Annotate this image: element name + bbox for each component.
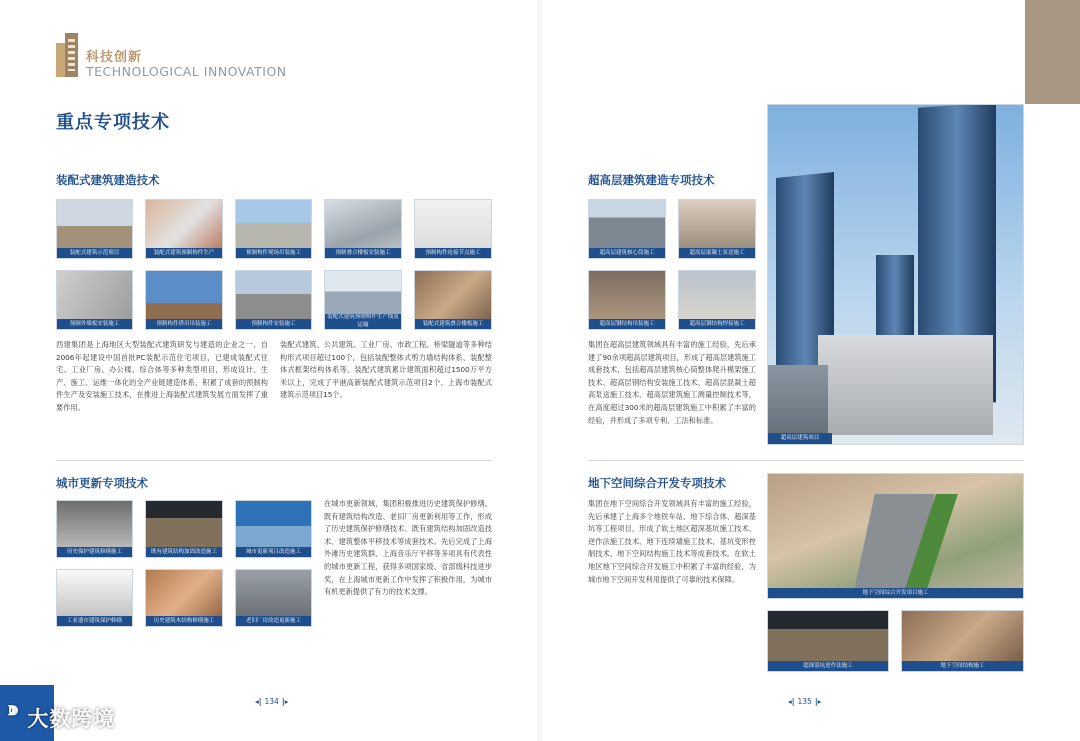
prefab-photo-7: 预制构件塔吊吊装施工 [145,270,223,330]
supertall-photo-2: 超高层混凝土泵送施工 [678,199,756,259]
urban-photo-1: 历史保护建筑修缮施工 [56,500,133,558]
prefab-paragraph-right: 装配式建筑、公共建筑、工业厂房、市政工程、桥梁隧道等多种结构形式项目超过100个，包括装配整体式剪力墙结构体系、装配整体式框架结构体系等。装配式建筑累计建筑面积超过1500万平方米以上，完成了平港高新装配式建筑示范项目2个、上海市装配式建筑示范项目15个。 [280,340,492,400]
page-spine [538,0,542,741]
supertall-tower-photo: 超高层建筑项目 [767,104,1024,445]
watermark-logo-icon: ↇ [8,703,20,719]
page-marker-left-icon: ◂| [255,697,262,706]
supertall-photo-1: 超高层建筑核心筒施工 [588,199,666,259]
prefab-paragraph-left: 西建集团是上海地区大型装配式建筑研发与建造的企业之一，自2006年起建设中国首批PC装配示范住宅项目，已建成装配式住宅、工业厂房、办公楼、综合体等多种类型项目，形成设计、生产、施工、运维一体化的全产业链建造体系，积累了成套的预制构件生产及安装施工技术，在推进上海装配式建筑发展方面发挥了重要作用。 [56,340,268,412]
prefab-photo-10: 装配式建筑叠合楼板施工 [414,270,492,330]
section-title-prefab: 装配式建筑建造技术 [56,173,160,187]
page-number-left: ◂| 134 |▸ [255,697,289,706]
supertall-paragraph: 集团在超高层建筑领域具有丰富的施工经验，先后承建了90余项超高层建筑项目，形成了超高层建筑施工成套技术，包括超高层建筑核心筒整体爬升模架施工技术、超高层钢结构安装施工技术、超高层混凝土超高泵送施工技术、超高层建筑施工测量控制技术等，在高度超过300米的超高层建筑施工中积累了丰富的经验，并形成了多项专利、工法和标准。 [588,340,756,425]
urban-photo-6: 老旧厂房改造更新施工 [235,569,312,627]
section-title-underground: 地下空间综合开发专项技术 [588,476,726,490]
page-marker-right-icon: |▸ [281,697,289,706]
watermark-logo: $^ↇ$ 大数跨境 [8,703,116,731]
section-divider-left [56,460,492,461]
underground-metro-photo: 地下空间综合开发项目施工 [767,473,1024,599]
urban-photo-3: 城市更新项目改造施工 [235,500,312,558]
page-marker-left-icon: ◂| [788,697,795,706]
prefab-photo-5: 预制构件连接节点施工 [414,199,492,259]
prefab-photo-4: 预制叠合楼板安装施工 [324,199,402,259]
supertall-photo-3: 超高层钢结构吊装施工 [588,270,666,330]
header-title-en: TECHNOLOGICAL INNOVATION [86,64,287,79]
prefab-photo-9: 装配式建筑预制构件生产线及运输 [324,270,402,330]
building-logo-icon [56,33,80,77]
prefab-photo-3: 预制构件现场吊装施工 [235,199,312,259]
urban-paragraph: 在城市更新领域，集团积极推进历史建筑保护修缮、既有建筑结构改造、老旧厂房更新利用等工作，形成了历史建筑保护修缮技术、既有建筑结构加固改造技术、建筑整体平移技术等成套技术。先后完成了上海外滩历史建筑群、上海音乐厅平移等多项具有代表性的城市更新工程，获得多项国家级、省部级科技进步奖，在上海城市更新工作中发挥了积极作用，为城市有机更新提供了有力的技术支撑。 [324,499,492,597]
prefab-photo-2: 装配式建筑预制构件生产 [145,199,223,259]
section-title-supertall: 超高层建筑建造专项技术 [588,173,715,187]
supertall-photo-4: 超高层钢结构焊接施工 [678,270,756,330]
underground-paragraph: 集团在地下空间综合开发领域具有丰富的施工经验，先后承建了上海多个地铁车站、地下综合体、超深基坑等工程项目，形成了软土地区超深基坑施工技术、逆作法施工技术、地下连续墙施工技术、基坑变形控制技术、地下空间结构施工技术等成套技术。在软土地区地下空间综合开发施工中积累了丰富的经验，为城市地下空间开发利用提供了可靠的技术保障。 [588,499,756,584]
corner-accent-block [1025,0,1080,104]
page-marker-right-icon: |▸ [814,697,822,706]
page-number-right: ◂| 135 |▸ [788,697,822,706]
underground-photo-1: 超深基坑逆作法施工 [767,610,889,672]
urban-photo-5: 历史建筑木结构修缮施工 [145,569,223,627]
prefab-photo-6: 预制外墙板安装施工 [56,270,133,330]
urban-photo-2: 既有建筑结构加固改造施工 [145,500,223,558]
page-title: 重点专项技术 [56,112,170,133]
prefab-photo-1: 装配式建筑示范项目 [56,199,133,259]
header-title-cn: 科技创新 [86,50,143,65]
section-divider-right [588,460,1024,461]
underground-photo-2: 地下空间结构施工 [901,610,1024,672]
section-title-urban: 城市更新专项技术 [56,476,148,490]
prefab-photo-8: 预制构件安装施工 [235,270,312,330]
urban-photo-4: 工业遗存建筑保护修缮 [56,569,133,627]
